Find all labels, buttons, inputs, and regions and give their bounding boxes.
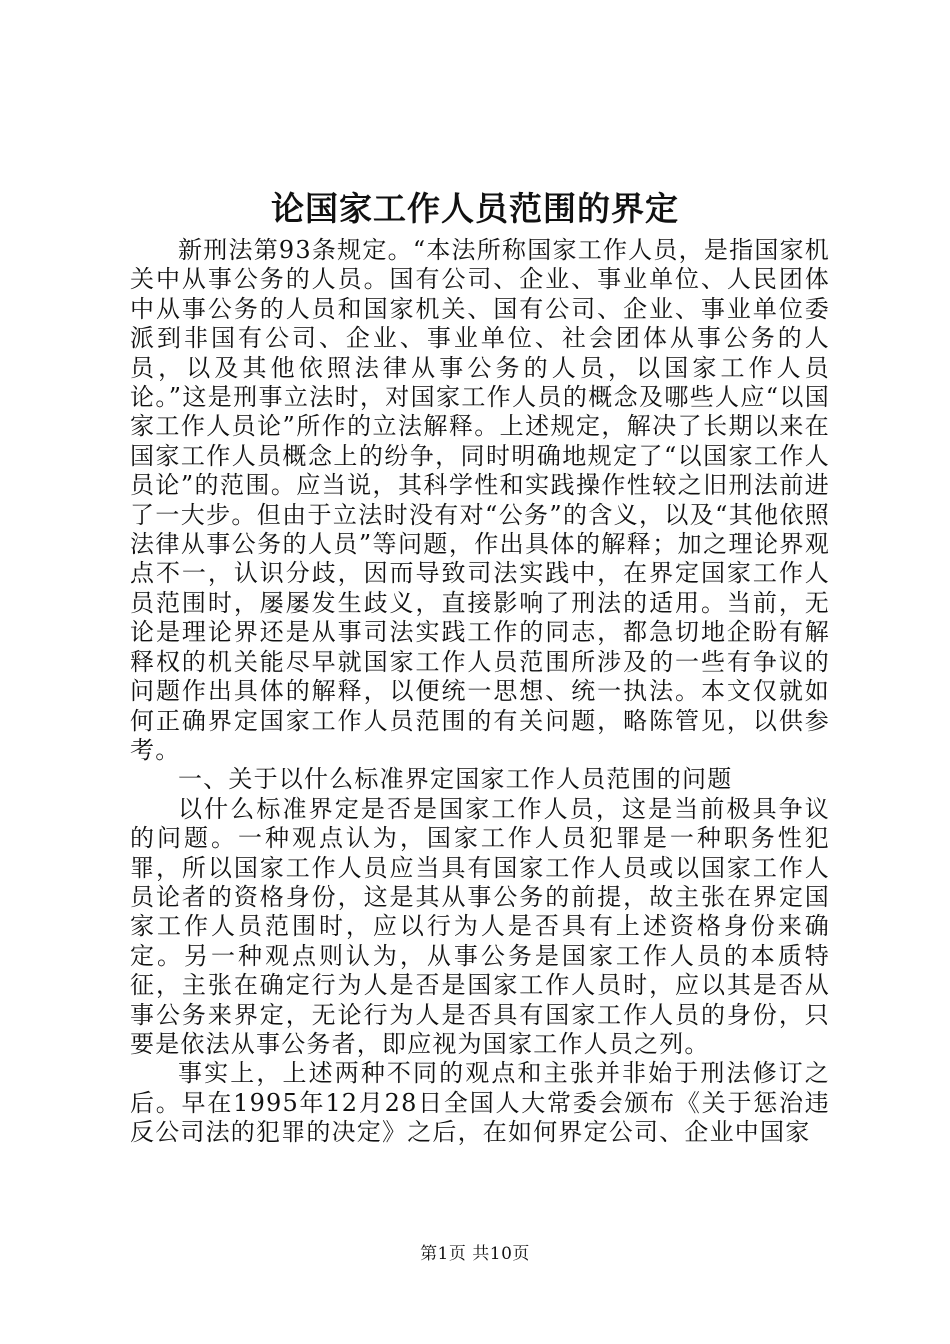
body-paragraph: 以什么标准界定是否是国家工作人员，这是当前极具争议的问题。一种观点认为，国家工作人员犯罪是一种职务性犯罪，所以国家工作人员应当具有国家工作人员或以国家工作人员论者的资格身份，这是其从事公务的前提，故主张在界定国家工作人员范围时，应以行为人是否具有上述资格身份来确定。另一种观点则认为，从事公务是国家工作人员的本质特征，主张在确定行为人是否是国家工作人员时，应以其是否从事公务来界定，无论行为人是否具有国家工作人员的身份，只要是依法从事公务者，即应视为国家工作人员之列。 [130,794,830,1058]
section-heading: 一、关于以什么标准界定国家工作人员范围的问题 [178,765,733,794]
body-paragraph: 新刑法第93条规定。“本法所称国家工作人员，是指国家机关中从事公务的人员。国有公司、企业、事业单位、人民团体中从事公务的人员和国家机关、国有公司、企业、事业单位委派到非国有公司、企业、事业单位、社会团体从事公务的人员，以及其他依照法律从事公务的人员，以国家工作人员论。”这是刑事立法时，对国家工作人员的概念及哪些人应“以国家工作人员论”所作的立法解释。上述规定，解决了长期以来在国家工作人员概念上的纷争，同时明确地规定了“以国家工作人员论”的范围。应当说，其科学性和实践操作性较之旧刑法前进了一大步。但由于立法时没有对“公务”的含义，以及“其他依照法律从事公务的人员”等问题，作出具体的解释；加之理论界观点不一，认识分歧，因而导致司法实践中，在界定国家工作人员范围时，屡屡发生歧义，直接影响了刑法的适用。当前，无论是理论界还是从事司法实践工作的同志，都急切地企盼有解释权的机关能尽早就国家工作人员范围所涉及的一些有争议的问题作出具体的解释，以便统一思想、统一执法。本文仅就如何正确界定国家工作人员范围的有关问题，略陈管见，以供参考。 [130,236,830,764]
page-number-footer: 第1页 共10页 [420,1244,530,1264]
body-paragraph: 事实上，上述两种不同的观点和主张并非始于刑法修订之后。早在1995年12月28日全国人大常委会颁布《关于惩治违反公司法的犯罪的决定》之后，在如何界定公司、企业中国家 [130,1059,830,1147]
document-title: 论国家工作人员范围的界定 [271,189,679,228]
document-body [130,236,830,1148]
